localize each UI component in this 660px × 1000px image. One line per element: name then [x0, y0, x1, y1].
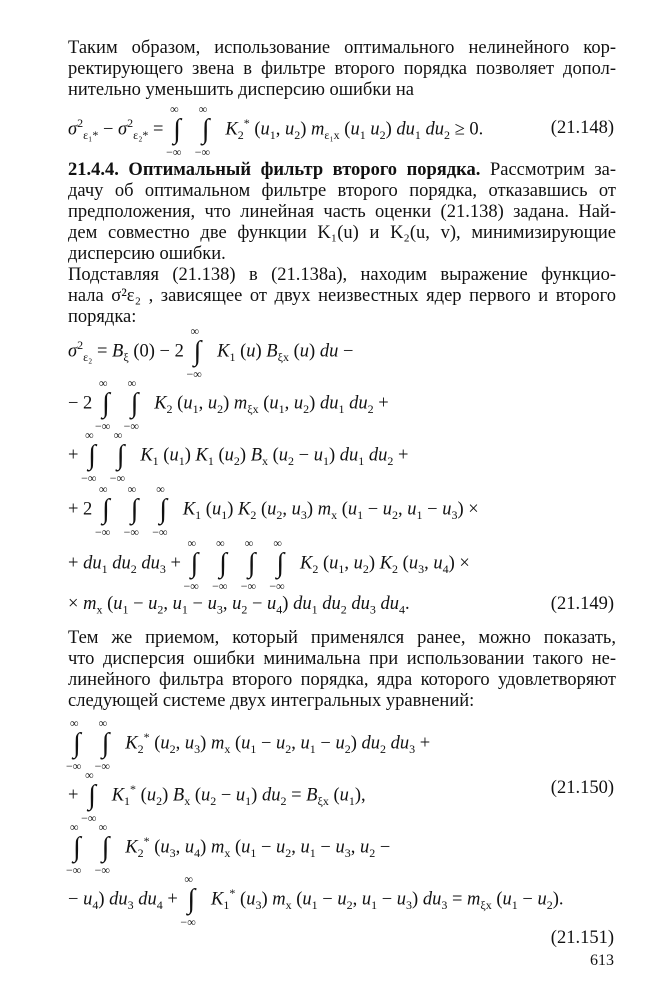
paragraph-2 [68, 160, 616, 265]
equation-21-149-line-6: × $m_x$ ($u_1 - u_2$, $u_1 - u_3$, $u_2 - u_4$) $du_1$ $du_2$ $du_3$ $du_4$. [68, 594, 410, 617]
para1-line-1: Таким образом, использование оптимального нелинейного кор- [68, 38, 616, 58]
para2-line-4: дем совместно две функции K₁(u) и K₂(u, v), минимизирующие [68, 223, 616, 243]
paragraph-1 [68, 38, 616, 101]
para2-line-3: предположения, что линейная часть оценки (21.138) задана. Най- [68, 202, 616, 222]
para2-line-2: дачу об оптимальном фильтре второго порядка, отказавшись от [68, 181, 616, 201]
equation-number-151: (21.151) [550, 928, 614, 948]
equation-21-150-line-2: + ∞ ∫ −∞ $K_1^*$ $(u_2)$ $B_x$ $(u_2 - u_1) du_2 = B_{\xi x}$ $(u_1)$, [68, 768, 366, 825]
equation-21-151-line-2: − $u_4$) $du_3$ $du_4$ + ∞ ∫ −∞ $K_1^*$ $(u_3)$ $m_x$ ($u_1 - u_2$, $u_1 - u_3$) $du_3 = m_{\xi x}$ $(u_1 - u_2)$. [68, 872, 564, 929]
para2-line-1-text: Рассмотрим за- [489, 160, 617, 180]
para3-line-2: нала σ²ε₂ , зависящее от двух неизвестных ядер первого и второго [68, 286, 616, 306]
equation-number-150: (21.150) [550, 778, 614, 798]
para1-line-2: ректирующего звена в фильтре второго порядка позволяет допол- [68, 59, 616, 79]
para4-line-2: что дисперсия ошибки минимальна при использовании такого не- [68, 649, 616, 669]
equation-21-148: $\sigma^2_{\varepsilon_1*} - \sigma^2_{\varepsilon_2*}$ = ∞ ∫ −∞ ∞ ∫ −∞ $K_2^*$ ($u_1$, $u_2$) $m_{\varepsilon_1x}$ ($u_1$ $u_2$) $du_1$ $du_2 \ge 0$. [68, 102, 484, 159]
section-heading: 21.4.4. Оптимальный фильтр второго порядка. [68, 160, 481, 180]
para4-line-3: линейного фильтра второго порядка, ядра которого удовлетворяют [68, 670, 616, 690]
equation-21-149-line-5: + $du_1$ $du_2$ $du_3$ + ∞ ∫ −∞ ∞ ∫ −∞ ∞ ∫ −∞ ∞ ∫ −∞ $K_2$ ($u_1$, $u_2$) $K_2$ ($u_3$, $u_4$) × [68, 536, 470, 593]
equation-21-149-line-4: + 2 ∞ ∫ −∞ ∞ ∫ −∞ ∞ ∫ −∞ $K_1$ $(u_1)$ $K_2$ ($u_2$, $u_3$) $m_x$ ($u_1 - u_2$, $u_1 - u_3$) × [68, 482, 479, 539]
equation-number-148: (21.148) [550, 118, 614, 138]
equation-21-150-line-1: ∞ ∫ −∞ ∞ ∫ −∞ $K_2^*$ ($u_2$, $u_3$) $m_x$ ($u_1 - u_2$, $u_1 - u_2$) $du_2$ $du_3$ + [66, 716, 431, 773]
equation-21-151-line-1: ∞ ∫ −∞ ∞ ∫ −∞ $K_2^*$ ($u_3$, $u_4$) $m_x$ ($u_1 - u_2$, $u_1 - u_3$, $u_2$ − [66, 820, 391, 877]
para3-line-3: порядка: [68, 307, 137, 327]
equation-number-149: (21.149) [550, 594, 614, 614]
page-number: 613 [590, 952, 614, 969]
para4-line-4: следующей системе двух интегральных уравнений: [68, 691, 475, 711]
para1-line-3: нительно уменьшить дисперсию ошибки на [68, 80, 414, 100]
equation-21-149-line-1: $\sigma^2_{\varepsilon_2} = B_\xi$ (0) − 2 ∞ ∫ −∞ $K_1$ (u) $B_{\xi x}$ (u) du − [68, 324, 354, 381]
paragraph-3 [68, 265, 616, 328]
para2-line-1 [68, 160, 616, 181]
equation-21-149-line-3: + ∞ ∫ −∞ ∞ ∫ −∞ $K_1$ $(u_1)$ $K_1$ $(u_2)$ $B_x$ $(u_2 - u_1)$ $du_1$ $du_2$ + [68, 428, 409, 485]
para2-line-5: дисперсию ошибки. [68, 244, 226, 264]
para3-line-1: Подставляя (21.138) в (21.138а), находим выражение функцио- [68, 265, 616, 285]
paragraph-4 [68, 628, 616, 712]
equation-21-149-line-2: − 2 ∞ ∫ −∞ ∞ ∫ −∞ $K_2$ ($u_1$, $u_2$) $m_{\xi x}$ ($u_1$, $u_2$) $du_1$ $du_2$ + [68, 376, 389, 433]
para4-line-1: Тем же приемом, который применялся ранее, можно показать, [68, 628, 616, 648]
